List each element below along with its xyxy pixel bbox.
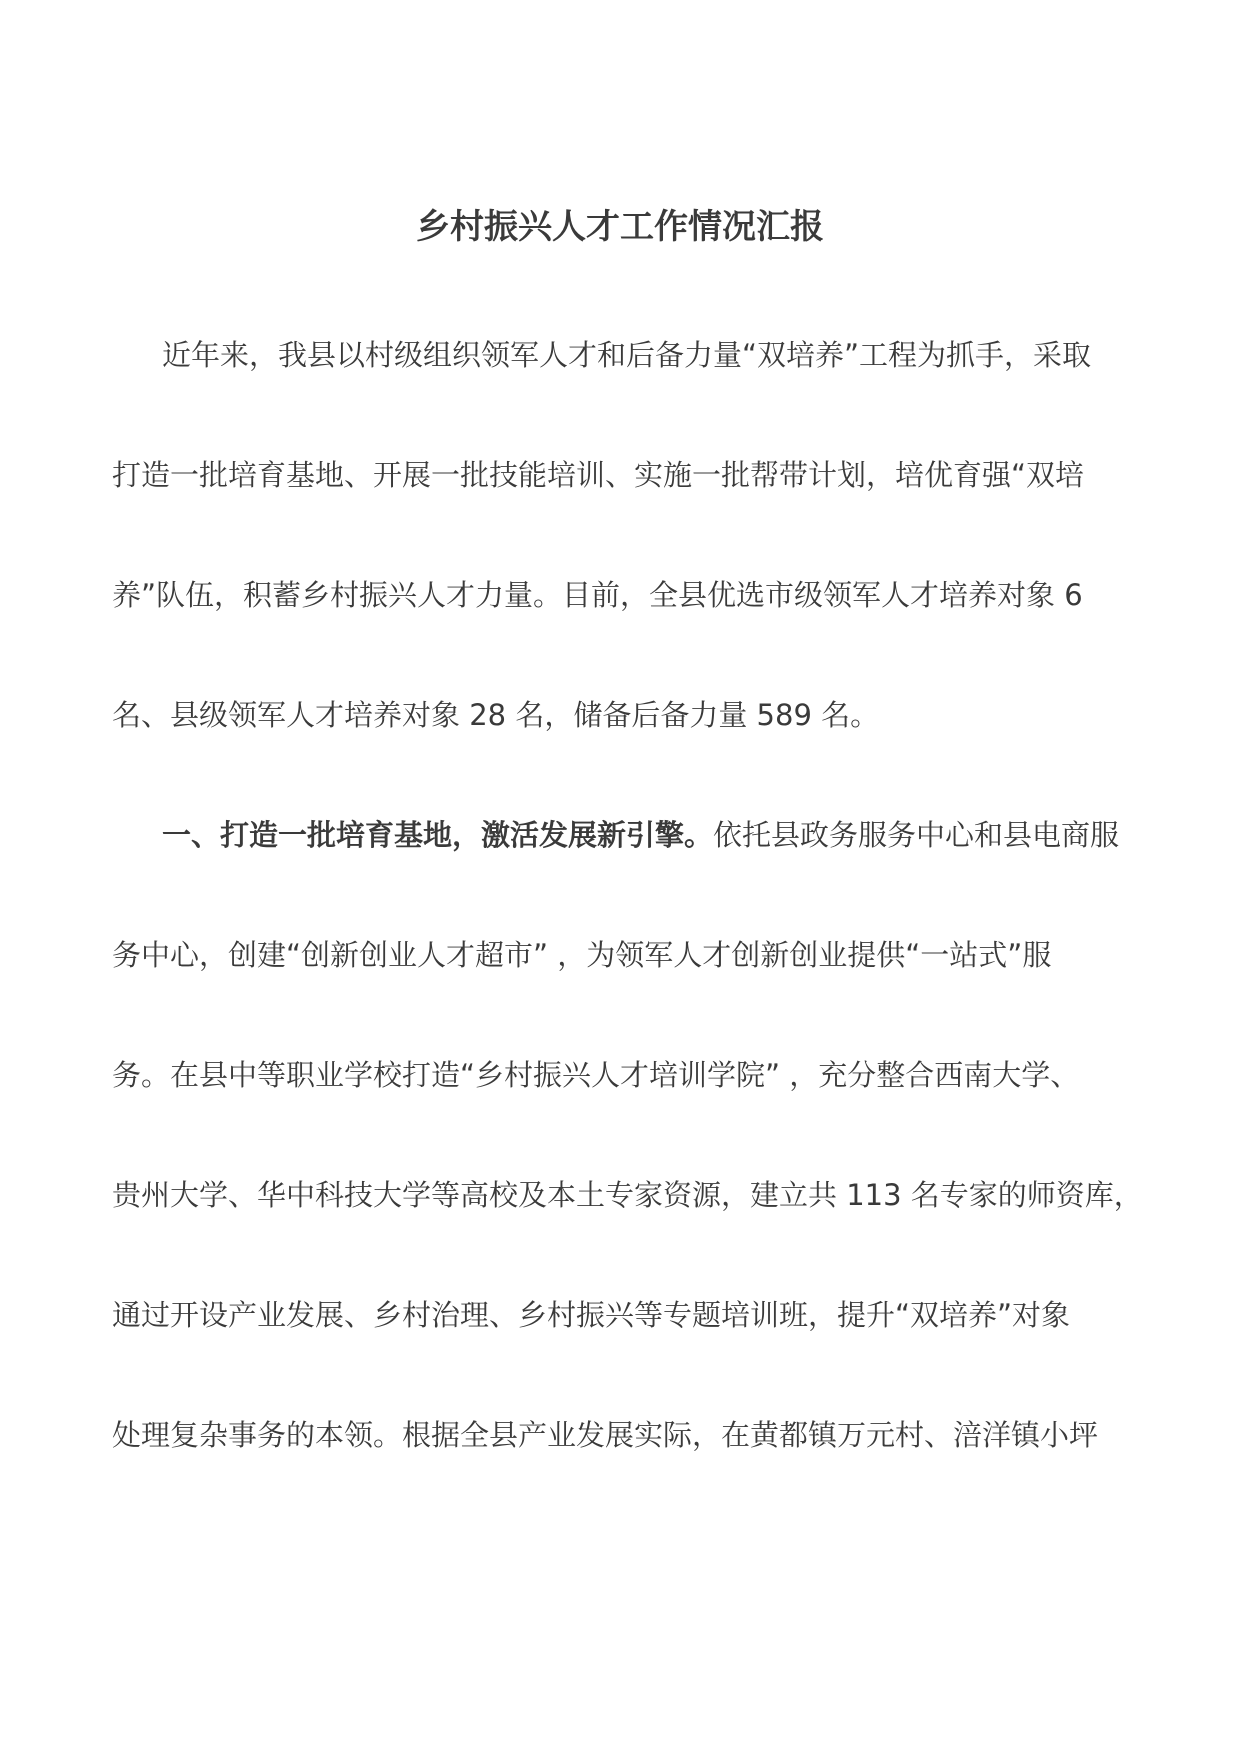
paragraph-1-line-1: 近年来，我县以村级组织领军人才和后备力量“双培养”工程为抓手，采取: [162, 338, 1092, 372]
document-title: 乡村振兴人才工作情况汇报: [416, 207, 824, 247]
section-1-line-3: 务。在县中等职业学校打造“乡村振兴人才培训学院” ，充分整合西南大学、: [112, 1058, 1080, 1092]
paragraph-1-line-2: 打造一批培育基地、开展一批技能培训、实施一批帮带计划，培优育强“双培: [112, 458, 1085, 492]
section-1-line-4: 贵州大学、华中科技大学等高校及本土专家资源，建立共 113 名专家的师资库，: [112, 1178, 1143, 1212]
section-1-line-2: 务中心，创建“创新创业人才超市” ，为领军人才创新创业提供“一站式”服: [112, 938, 1052, 972]
section-1-heading: 一、打造一批培育基地，激活发展新引擎。: [162, 818, 714, 852]
section-1-first-line: [162, 813, 1119, 857]
paragraph-1-line-4: 名、县级领军人才培养对象 28 名，储备后备力量 589 名。: [112, 698, 880, 732]
paragraph-1-line-3: 养”队伍，积蓄乡村振兴人才力量。目前，全县优选市级领军人才培养对象 6: [112, 578, 1083, 612]
section-1-first-line-rest: 依托县政务服务中心和县电商服: [713, 818, 1120, 852]
section-1-line-6: 处理复杂事务的本领。根据全县产业发展实际，在黄都镇万元村、涪洋镇小坪: [112, 1418, 1099, 1452]
section-1-line-5: 通过开设产业发展、乡村治理、乡村振兴等专题培训班，提升“双培养”对象: [112, 1298, 1071, 1332]
